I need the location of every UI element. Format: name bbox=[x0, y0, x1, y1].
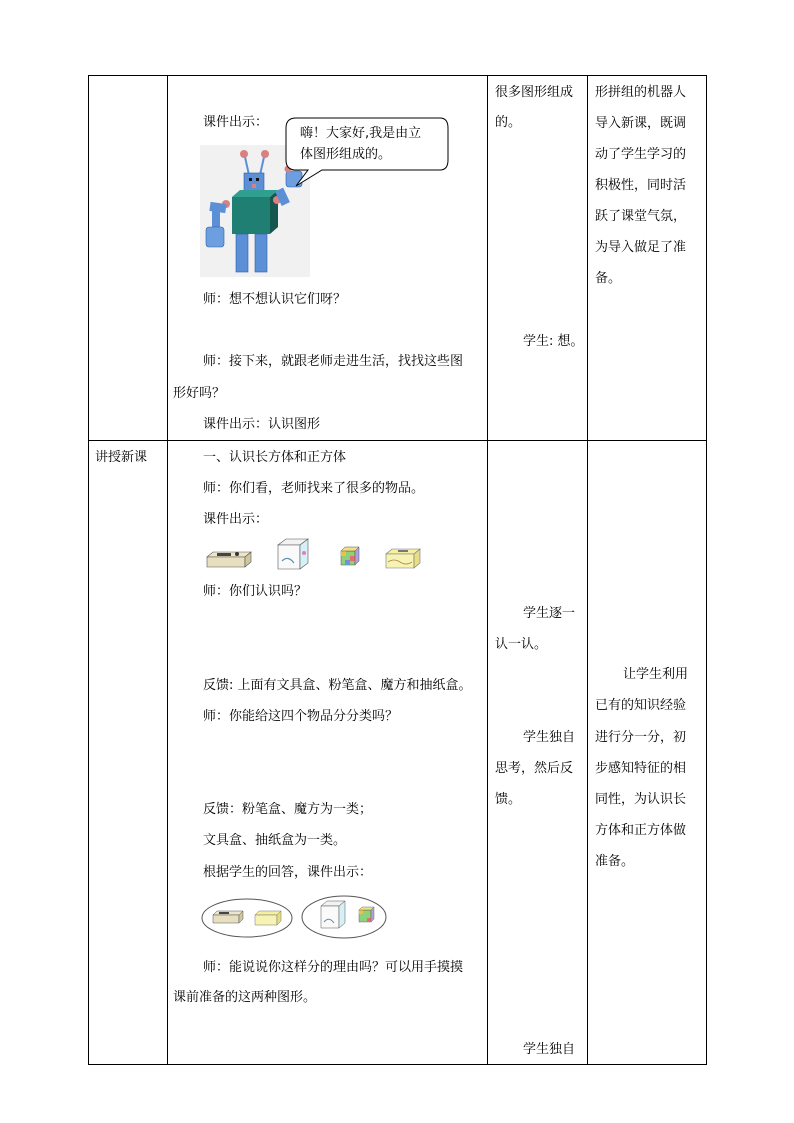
intent2-line: 让学生利用 bbox=[623, 667, 689, 682]
student-s1-line-1: 学生逐一 bbox=[523, 606, 576, 621]
group-ellipse-left bbox=[201, 897, 293, 939]
student-text-line-1: 很多图形组成 bbox=[495, 85, 574, 100]
group-2-line: 文具盒、抽纸盒为一类。 bbox=[203, 833, 347, 848]
intent2-line: 步感知特征的相 bbox=[595, 761, 687, 776]
intent-line: 跃了课堂气氛， bbox=[595, 209, 687, 224]
teacher-line-3: 师：你能给这四个物品分分类吗？ bbox=[203, 709, 399, 724]
feedback-line-1: 反馈: 上面有文具盒、粉笔盒、魔方和抽纸盒。 bbox=[203, 678, 472, 693]
teacher-line-4-part-2: 课前准备的这两种图形。 bbox=[173, 990, 317, 1005]
student-s2-line-2: 思考，然后反 bbox=[495, 761, 574, 776]
student-s2-line-1: 学生独自 bbox=[523, 730, 576, 745]
student-text-line-2: 的。 bbox=[495, 115, 522, 130]
table-border-middle bbox=[88, 440, 707, 441]
rubik-cube-image bbox=[340, 546, 360, 566]
bubble-text-line-1: 嗨！大家好,我是由立 bbox=[300, 126, 422, 141]
courseware-label-2: 课件出示：认识图形 bbox=[203, 417, 321, 432]
table-border-right bbox=[706, 75, 707, 1065]
chalk-box-image bbox=[276, 537, 310, 573]
bubble-text-line-2: 体图形组成的。 bbox=[300, 147, 392, 162]
intent-line: 形拼组的机器人 bbox=[595, 85, 687, 100]
intent-line: 动了学生学习的 bbox=[595, 147, 687, 162]
student-answer: 学生: 想。 bbox=[523, 334, 584, 349]
teacher-question-1: 师：想不想认识它们呀？ bbox=[203, 292, 347, 307]
intent2-line: 已有的知识经验 bbox=[595, 698, 687, 713]
student-s3: 学生独自 bbox=[523, 1042, 576, 1057]
table-divider-1 bbox=[167, 75, 168, 1065]
stage-label: 讲授新课 bbox=[95, 450, 148, 465]
intent-line: 积极性，同时活 bbox=[595, 178, 687, 193]
intent2-line: 同性，为认识长 bbox=[595, 792, 687, 807]
courseware-label-1: 课件出示： bbox=[203, 115, 269, 130]
intent-line: 备。 bbox=[595, 271, 622, 286]
intent2-line: 准备。 bbox=[595, 854, 635, 869]
student-s1-line-2: 认一认。 bbox=[495, 637, 548, 652]
table-divider-3 bbox=[587, 75, 588, 1065]
intent2-line: 进行分一分，初 bbox=[595, 730, 687, 745]
feedback-line-2: 反馈：粉笔盒、魔方为一类； bbox=[203, 802, 373, 817]
stationery-box-image bbox=[205, 547, 253, 569]
teacher-line-1: 师：你们看，老师找来了很多的物品。 bbox=[203, 481, 425, 496]
table-border-left bbox=[88, 75, 89, 1065]
student-s2-line-3: 馈。 bbox=[495, 792, 522, 807]
table-border-bottom bbox=[88, 1064, 707, 1065]
teacher-next-line-1: 师：接下来，就跟老师走进生活，找找这些图 bbox=[203, 354, 464, 369]
section-heading: 一、认识长方体和正方体 bbox=[203, 450, 347, 465]
courseware-label-3: 课件出示： bbox=[203, 512, 269, 527]
intent-line: 导入新课，既调 bbox=[595, 116, 687, 131]
table-border-top bbox=[88, 75, 707, 76]
table-divider-2 bbox=[487, 75, 488, 1065]
teacher-next-line-2: 形好吗？ bbox=[173, 386, 226, 401]
intent-line: 为导入做足了准 bbox=[595, 240, 687, 255]
group-ellipse-right bbox=[301, 894, 387, 940]
according-line: 根据学生的回答，课件出示： bbox=[203, 865, 373, 880]
intent2-line: 方体和正方体做 bbox=[595, 823, 687, 838]
teacher-line-4-part-1: 师：能说说你这样分的理由吗？可以用手摸摸 bbox=[203, 960, 464, 975]
teacher-line-2: 师：你们认识吗？ bbox=[203, 584, 308, 599]
tissue-box-image bbox=[384, 546, 422, 570]
